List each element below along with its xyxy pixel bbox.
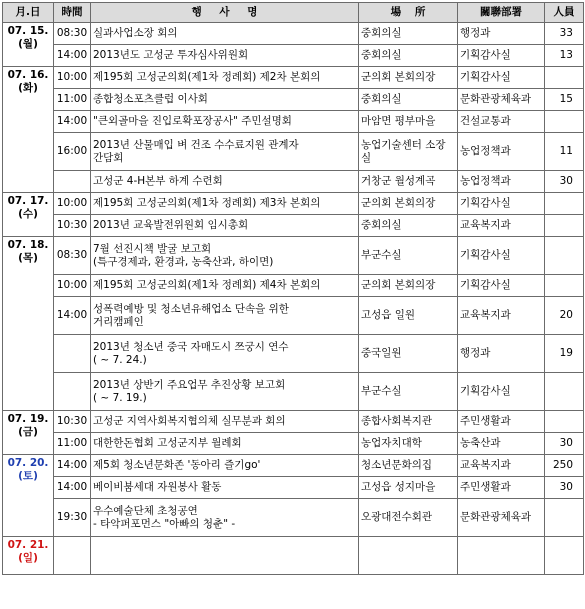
place-cell: 고성읍 일원 [359,297,458,335]
place-cell: 중회의실 [359,45,458,67]
event-cell: 2013년 산물매입 벼 건조 수수료지원 관계자 간담회 [91,133,359,171]
event-cell: 성폭력예방 및 청소년유해업소 단속을 위한 거리캠페인 [91,297,359,335]
header-time: 時間 [54,3,91,23]
place-cell: 중회의실 [359,215,458,237]
date-cell: 07. 16. (화) [3,67,54,193]
time-cell: 10:00 [54,67,91,89]
dept-cell: 주민생활과 [458,477,545,499]
place-cell: 거창군 월성계곡 [359,171,458,193]
count-cell [545,215,584,237]
table-row [3,455,584,477]
dept-cell [458,537,545,575]
place-cell: 중국일원 [359,335,458,373]
count-cell: 33 [545,23,584,45]
table-row [3,477,584,499]
count-cell: 13 [545,45,584,67]
event-cell: 2013년 청소년 중국 자매도시 쯔궁시 연수 ( ~ 7. 24.) [91,335,359,373]
count-cell: 20 [545,297,584,335]
schedule-header [3,3,584,23]
table-row [3,111,584,133]
time-cell: 10:00 [54,275,91,297]
event-cell: 7월 선진시책 발굴 보고회 (특구경제과, 환경과, 농축산과, 하이면) [91,237,359,275]
header-place: 場 所 [359,3,458,23]
dept-cell: 농축산과 [458,433,545,455]
time-cell: 14:00 [54,111,91,133]
event-cell: 제195회 고성군의회(제1차 정례회) 제4차 본회의 [91,275,359,297]
table-row [3,237,584,275]
table-row [3,45,584,67]
event-cell: 2013년 교육발전위원회 임시총회 [91,215,359,237]
count-cell [545,275,584,297]
place-cell: 군의회 본회의장 [359,67,458,89]
dept-cell: 행정과 [458,23,545,45]
dept-cell: 교육복지과 [458,297,545,335]
event-cell: 2013년도 고성군 투자심사위원회 [91,45,359,67]
place-cell: 마암면 평부마을 [359,111,458,133]
count-cell: 11 [545,133,584,171]
place-cell [359,537,458,575]
time-cell: 11:00 [54,433,91,455]
dept-cell: 기획감사실 [458,237,545,275]
count-cell: 15 [545,89,584,111]
count-cell: 30 [545,171,584,193]
table-row [3,297,584,335]
dept-cell: 농업정책과 [458,133,545,171]
dept-cell: 농업정책과 [458,171,545,193]
event-cell: 제5회 청소년문화존 '동아리 즐기go' [91,455,359,477]
time-cell: 10:30 [54,411,91,433]
header-dept: 關聯部署 [458,3,545,23]
event-cell: 대한한돈협회 고성군지부 월례회 [91,433,359,455]
place-cell: 군의회 본회의장 [359,275,458,297]
count-cell [545,537,584,575]
dept-cell: 건설교통과 [458,111,545,133]
count-cell: 30 [545,477,584,499]
count-cell [545,237,584,275]
dept-cell: 주민생활과 [458,411,545,433]
place-cell: 부군수실 [359,373,458,411]
time-cell: 19:30 [54,499,91,537]
header-date: 月.日 [3,3,54,23]
time-cell: 08:30 [54,237,91,275]
table-row [3,67,584,89]
dept-cell: 문화관광체육과 [458,89,545,111]
time-cell [54,171,91,193]
count-cell [545,499,584,537]
table-row [3,499,584,537]
place-cell: 고성읍 성지마을 [359,477,458,499]
event-cell: 2013년 상반기 주요업무 추진상황 보고회 ( ~ 7. 19.) [91,373,359,411]
event-cell: 고성군 지역사회복지협의체 실무분과 회의 [91,411,359,433]
header-row [3,3,584,23]
time-cell: 08:30 [54,23,91,45]
dept-cell: 교육복지과 [458,215,545,237]
dept-cell: 문화관광체육과 [458,499,545,537]
dept-cell: 기획감사실 [458,373,545,411]
time-cell: 16:00 [54,133,91,171]
table-row [3,215,584,237]
place-cell: 종합사회복지관 [359,411,458,433]
dept-cell: 교육복지과 [458,455,545,477]
table-row [3,411,584,433]
table-row [3,373,584,411]
schedule-body [3,23,584,575]
event-cell: 종합청소포츠클럽 이사회 [91,89,359,111]
dept-cell: 기획감사실 [458,193,545,215]
event-cell: 제195회 고성군의회(제1차 정례회) 제3차 본회의 [91,193,359,215]
table-row [3,133,584,171]
event-cell: 제195회 고성군의회(제1차 정례회) 제2차 본회의 [91,67,359,89]
place-cell: 농업기술센터 소장실 [359,133,458,171]
table-row [3,275,584,297]
time-cell: 10:30 [54,215,91,237]
count-cell: 19 [545,335,584,373]
date-cell: 07. 19. (금) [3,411,54,455]
time-cell: 14:00 [54,297,91,335]
time-cell: 14:00 [54,455,91,477]
time-cell [54,373,91,411]
dept-cell: 기획감사실 [458,275,545,297]
event-cell: 고성군 4-H본부 하계 수련회 [91,171,359,193]
table-row [3,537,584,575]
place-cell: 중회의실 [359,89,458,111]
table-row [3,335,584,373]
date-cell: 07. 20. (토) [3,455,54,537]
time-cell: 14:00 [54,45,91,67]
event-cell: 실과사업소장 회의 [91,23,359,45]
table-row [3,89,584,111]
table-row [3,23,584,45]
schedule-table [2,2,584,575]
date-cell: 07. 18. (목) [3,237,54,411]
place-cell: 부군수실 [359,237,458,275]
count-cell [545,111,584,133]
count-cell [545,67,584,89]
place-cell: 청소년문화의집 [359,455,458,477]
dept-cell: 기획감사실 [458,45,545,67]
header-event: 행 사 명 [91,3,359,23]
date-cell: 07. 21. (일) [3,537,54,575]
time-cell: 14:00 [54,477,91,499]
table-row [3,193,584,215]
table-row [3,433,584,455]
dept-cell: 행정과 [458,335,545,373]
place-cell: 농업자치대학 [359,433,458,455]
place-cell: 중회의실 [359,23,458,45]
time-cell [54,537,91,575]
header-count: 人員 [545,3,584,23]
place-cell: 군의회 본회의장 [359,193,458,215]
date-cell: 07. 17. (수) [3,193,54,237]
date-cell: 07. 15. (월) [3,23,54,67]
event-cell: 베이비붐세대 자원봉사 활동 [91,477,359,499]
event-cell: 우수예술단체 초청공연 - 타악퍼포먼스 "아빠의 청춘" - [91,499,359,537]
count-cell [545,193,584,215]
event-cell: "큰외골마을 진입로확포장공사" 주민설명회 [91,111,359,133]
dept-cell: 기획감사실 [458,67,545,89]
place-cell: 오광대전수회관 [359,499,458,537]
event-cell [91,537,359,575]
count-cell: 250 [545,455,584,477]
count-cell [545,373,584,411]
table-row [3,171,584,193]
time-cell: 10:00 [54,193,91,215]
count-cell: 30 [545,433,584,455]
time-cell: 11:00 [54,89,91,111]
count-cell [545,411,584,433]
time-cell [54,335,91,373]
